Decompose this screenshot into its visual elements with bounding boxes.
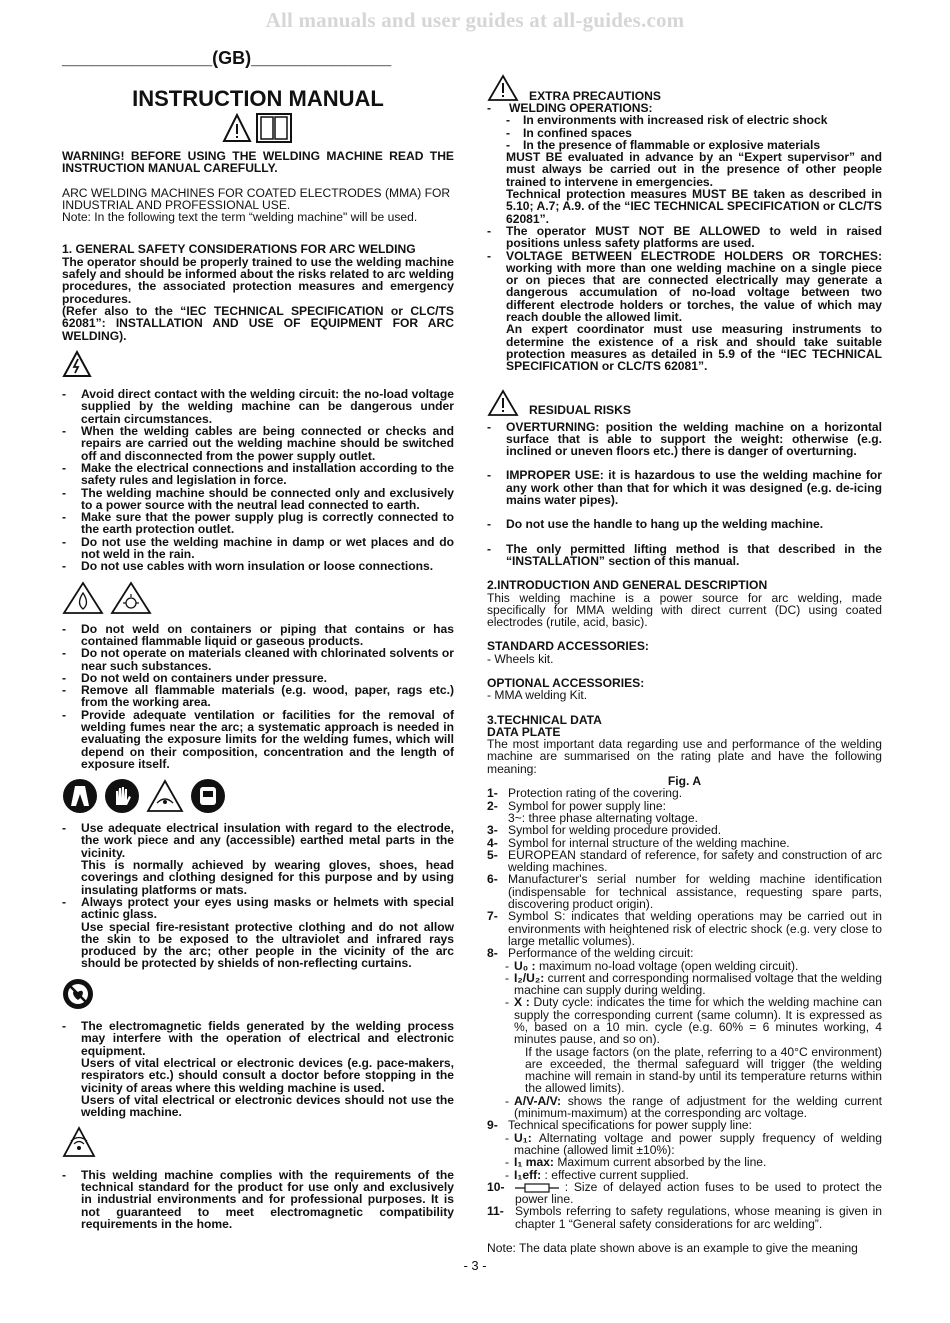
- list-item: 4- Symbol for internal structure of the welding machine.: [487, 835, 790, 850]
- emf-note: Users of vital electrical or electronic devices (e.g. pace-makers, respirators etc.) should consult a doctor before stopping in the vicinity of areas where this welding machine is used.: [81, 1055, 454, 1095]
- list-item: - Do not weld on containers under pressure.: [62, 670, 327, 685]
- list-item: - In environments with increased risk of electric shock: [506, 113, 828, 128]
- electric-hazard-icon: [62, 350, 92, 378]
- list-item: - Do not operate on materials cleaned with chlorinated solvents or near such substances.: [62, 646, 454, 673]
- section-3-title: 3.TECHNICAL DATA: [487, 712, 602, 727]
- pacemaker-prohibited-icon: [62, 978, 94, 1010]
- ppe-icons: [62, 778, 454, 814]
- list-item: - The operator MUST NOT BE ALLOWED to weld in raised positions unless safety platforms are used.: [487, 223, 882, 251]
- list-item: - Do not use the handle to hang up the welding machine.: [487, 517, 824, 532]
- list-item: - VOLTAGE BETWEEN ELECTRODE HOLDERS OR TORCHES: working with more than one welding machine on a single piece or on pieces that are connected electrically may generate a dangerous accumulation of no-load voltage between two different electrode holders or torches, the value of which may reach double the allowed limit.: [487, 248, 882, 325]
- left-column: [62, 150, 454, 1230]
- list-item: 1- Protection rating of the covering.: [487, 786, 683, 801]
- list-item: - IMPROPER USE: it is hazardous to use the welding machine for any work other than that for which it was designed (e.g. de-icing mains water pipes).: [487, 468, 882, 508]
- protective-clothing-icon: [62, 778, 98, 814]
- list-item: - U₀ : maximum no-load voltage (open welding circuit).: [505, 958, 799, 973]
- list-item: - Use adequate electrical insulation with regard to the electrode, the work piece and any (accessible) earthed metal parts in the vicinity.: [62, 821, 454, 860]
- page-title: INSTRUCTION MANUAL: [132, 86, 384, 111]
- emf-note: Users of vital electrical or electronic devices should not use the welding machine.: [81, 1092, 454, 1120]
- ops-sublist: [487, 114, 882, 151]
- list-item: - Remove all flammable materials (e.g. wood, paper, rags etc.) from the working area.: [62, 683, 454, 710]
- list-item: 7- Symbol S: indicates that welding operations may be carried out in environments with heightened risk of electric shock (e.g. very close to large metallic volumes).: [487, 909, 882, 948]
- data-plate-body: The most important data regarding use and performance of the welding machine are summarised on the rating plate and have the following meaning:: [487, 737, 882, 776]
- list-item: - The only permitted lifting method is that described in the “INSTALLATION” section of this manual.: [487, 541, 882, 568]
- list-item: - Avoid direct contact with the welding circuit: the no-load voltage supplied by the welding machine can be dangerous under certain circumstances.: [62, 387, 454, 426]
- extra-precautions-header: [487, 74, 882, 102]
- watermark: All manuals and user guides at all-guides.com: [265, 8, 685, 32]
- gloves-icon: [104, 778, 140, 814]
- data-plate-title: DATA PLATE: [487, 724, 561, 739]
- page-number: - 3 -: [463, 1258, 487, 1273]
- manual-book-icon: [256, 113, 292, 143]
- data-plate-note: Note: The data plate shown above is an example to give the meaning: [487, 1241, 858, 1256]
- residual-risks-header: [487, 389, 882, 417]
- warning-triangle-icon: [487, 74, 519, 102]
- eye-hazard-icon: [146, 779, 184, 813]
- list-item: - The welding machine should be connected only and exclusively to a power source with the neutral lead connected to earth.: [62, 485, 454, 512]
- ppe-note: Use special fire-resistant protective clothing and do not allow the skin to be exposed to the ultraviolet and infrared rays produced by the arc; other people in the vicinity of the arc should be protected by shields of non-reflecting curtains.: [81, 919, 454, 971]
- list-item: - Make sure that the power supply plug is correctly connected to the earth protection outlet.: [62, 510, 454, 537]
- list-item: 10- : Size of delayed action fuses to be used to protect the power line.: [487, 1179, 882, 1207]
- standard-accessories-title: STANDARD ACCESSORIES:: [487, 639, 649, 654]
- list-item: - X : Duty cycle: indicates the time for which the welding machine can supply the corresponding current (same column). It is expressed as %, based on a 10 min. cycle (e.g. 60% = 6 minutes working, 4 minutes pause, and so on).: [505, 995, 882, 1047]
- list-item: - Do not use cables with worn insulation or loose connections.: [62, 559, 434, 574]
- list-item: 8- Performance of the welding circuit:: [487, 946, 694, 961]
- section-1-reference: (Refer also to the “IEC TECHNICAL SPECIFICATION or CLC/TS 62081”: INSTALLATION AND USE OF EQUIPMENT FOR ARC WELDING).: [62, 303, 454, 343]
- list-item: - The electromagnetic fields generated by the welding process may interfere with the operation of electrical and electronic equipment.: [62, 1019, 454, 1058]
- list-item: 6- Manufacturer's serial number for welding machine identification (indispensable for technical assistance, requesting spare parts, discovering product origin).: [487, 872, 882, 912]
- list-item: 11- Symbols referring to safety regulations, whose meaning is given in chapter 1 “General safety considerations for arc welding”.: [487, 1204, 882, 1231]
- optional-accessories-title: OPTIONAL ACCESSORIES:: [487, 675, 645, 690]
- flammable-hazard-icon: [62, 581, 104, 615]
- list-item: - In confined spaces: [506, 125, 632, 140]
- list-item: - A/V-A/V: shows the range of adjustment for the welding current (minimum-maximum) at the corresponding arc voltage.: [505, 1093, 882, 1121]
- list-item: - In the presence of flammable or explosive materials: [506, 137, 821, 152]
- warning-text: WARNING! BEFORE USING THE WELDING MACHINE READ THE INSTRUCTION MANUAL CAREFULLY.: [62, 149, 454, 176]
- mask-icon: [190, 778, 226, 814]
- warning-triangle-icon: [222, 113, 252, 143]
- fuse-icon: [515, 1183, 559, 1193]
- list-item: - When the welding cables are being connected or checks and repairs are carried out the welding machine should be switched off and disconnected from the power supply outlet.: [62, 424, 454, 463]
- list-item: - Make the electrical connections and installation according to the safety rules and legislation in force.: [62, 460, 454, 488]
- emission-icon: [62, 1126, 96, 1158]
- list-item: - I₂/U₂: current and corresponding normalised voltage that the welding machine can supply during welding.: [505, 970, 882, 998]
- section-1-title: 1. GENERAL SAFETY CONSIDERATIONS FOR ARC WELDING: [62, 242, 416, 257]
- explosion-hazard-icon: [110, 581, 152, 615]
- list-item: 2- Symbol for power supply line:: [487, 798, 666, 813]
- list-item: 3- Symbol for welding procedure provided.: [487, 823, 722, 838]
- list-item: 3~: three phase alternating voltage.: [508, 810, 698, 825]
- language-header: _______________(GB)______________: [62, 48, 392, 68]
- title-icons: [222, 113, 292, 143]
- intro-text: ARC WELDING MACHINES FOR COATED ELECTRODES (MMA) FOR INDUSTRIAL AND PROFESSIONAL USE.: [62, 185, 451, 212]
- list-item: - Do not weld on containers or piping that contains or has contained flammable liquid or gaseous products.: [62, 621, 454, 648]
- list-item: - Provide adequate ventilation or facilities for the removal of welding fumes near the arc; a systematic approach is needed in evaluating the exposure limits for the welding fumes, which will depend on their composition, concentration and the length of exposure itself.: [62, 707, 454, 771]
- section-2-body: This welding machine is a power source for arc welding, made specifically for MMA welding with direct current (DC) using coated electrodes (rutile, acid, basic).: [487, 590, 882, 630]
- intro-note: Note: In the following text the term “welding machine" will be used.: [62, 210, 418, 225]
- list-item: - U₁: Alternating voltage and power supply frequency of welding machine (allowed limit ±10%):: [505, 1130, 882, 1157]
- section-1-body: The operator should be properly trained to use the welding machine safely and should be informed about the risks related to arc welding procedures, the associated protection measures and emergency procedures.: [62, 254, 454, 306]
- list-item: - Do not use the welding machine in damp or wet places and do not weld in the rain.: [62, 534, 454, 562]
- voltage-note: An expert coordinator must use measuring instruments to determine the existence of a risk and should take suitable protection measures as detailed in 5.9 of the “IEC TECHNICAL SPECIFICATION or CLC/TS 62081”.: [506, 322, 882, 374]
- standard-accessories-body: - Wheels kit.: [487, 651, 554, 666]
- list-item: - OVERTURNING: position the welding machine on a horizontal surface that is able to support the weight: otherwise (e.g. inclined or uneven floors etc.) there is danger of overturning.: [487, 419, 882, 459]
- list-item: - I₁ max: Maximum current absorbed by the line.: [505, 1155, 767, 1170]
- list-item: 5- EUROPEAN standard of reference, for safety and construction of arc welding machines.: [487, 847, 882, 875]
- section-2-title: 2.INTRODUCTION AND GENERAL DESCRIPTION: [487, 578, 768, 593]
- duty-cycle-note: If the usage factors (on the plate, referring to a 40°C environment) are exceeded, the thermal safeguard will trigger (the welding machine will remain in stand-by until its temperature returns within the allowed limits).: [525, 1044, 882, 1096]
- residual-risks-title: RESIDUAL RISKS: [529, 403, 631, 418]
- warning-triangle-icon: [487, 389, 519, 417]
- list-item: - This welding machine complies with the requirements of the technical standard for the product for use only and exclusively in industrial environments and for professional purposes. It is not guaranteed to meet electromagnetic compatibility requirements in the home.: [62, 1167, 454, 1231]
- figure-caption: Fig. A: [667, 774, 702, 789]
- ppe-note: This is normally achieved by wearing gloves, shoes, head coverings and clothing designed for this purpose and by using insulating platforms or mats.: [81, 858, 454, 897]
- ops-must: MUST BE evaluated in advance by an “Expert supervisor” and must always be carried out in the presence of other people trained to intervene in emergencies.: [506, 150, 882, 189]
- ops-tech: Technical protection measures MUST BE taken as described in 5.10; A.7; A.9. of the “IEC TECHNICAL SPECIFICATION or CLC/TS 62081”.: [506, 187, 882, 226]
- optional-accessories-body: - MMA welding Kit.: [487, 688, 588, 703]
- list-item: - Always protect your eyes using masks or helmets with special actinic glass.: [62, 894, 454, 922]
- list-item: - WELDING OPERATIONS:: [487, 101, 653, 115]
- list-item: 9- Technical specifications for power supply line:: [487, 1118, 753, 1133]
- list-item: - I₁eff: : effective current supplied.: [505, 1167, 689, 1182]
- fire-hazard-icons: [62, 581, 454, 615]
- right-column: [487, 74, 882, 1254]
- extra-precautions-title: EXTRA PRECAUTIONS: [529, 88, 661, 103]
